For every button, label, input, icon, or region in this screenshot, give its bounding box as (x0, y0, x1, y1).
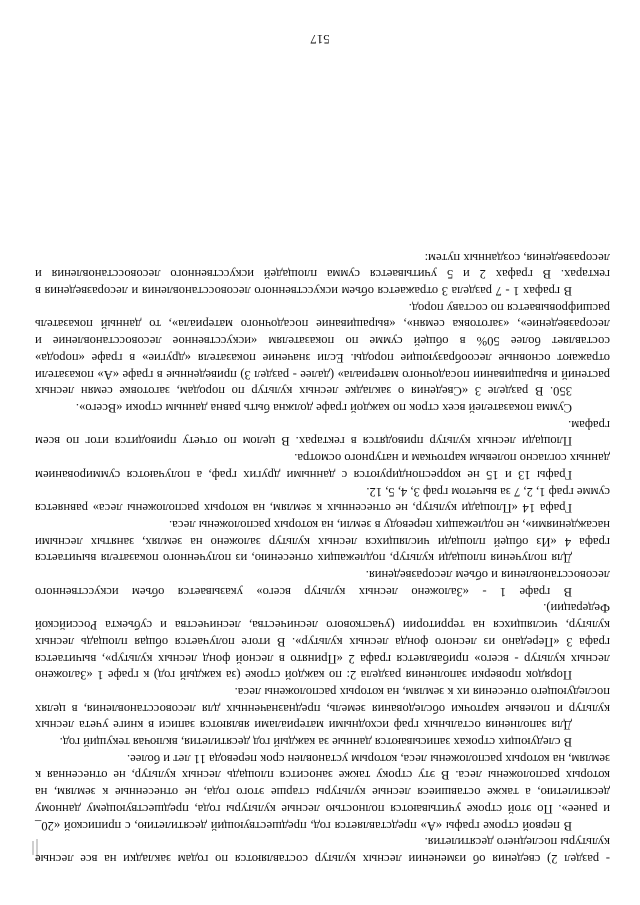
page-body (35, 249, 610, 867)
paragraph-12: 350. В разделе 3 «Сведения о закладке лесных культур по породам, заготовке семян лесных растений и выращивании посадочного материала» (далее - раздел 3) приведенные в графе «А» показатели отражают основные лесообразующие породы. Если значение показателя «другие» в графе «порода» составляет более 50% в общей сумме по показателям «искусственное лесовосстановление и лесоразведение», «заготовка семян», «выращивание посадочного материала», то данный показатель расшифровывается по составу пород. (35, 300, 610, 399)
scan-edge-mark (32, 841, 34, 855)
paragraph-6: В графе 1 - «Заложено лесных культур всего» указывается объем искусственного лесовосстановления и объем лесоразведения. (35, 568, 610, 599)
paragraph-9: Графы 13 и 15 не корреспондируются с данными других граф, а получаются суммированием данных согласно полевым карточкам и натурного осмотра. (35, 451, 610, 482)
paragraph-7: Для получения площади культур, подлежащих отнесению, из полученного показателя вычитается графа 4 «Из общей площади числящихся лесных культур заложено на землях, занятых лесными насаждениями», не подлежащих переводу в земли, на которых расположены леса. (35, 517, 610, 566)
paragraph-11: Сумма показателей всех строк по каждой графе должна быть равна данным строки «Всего». (75, 401, 572, 416)
paragraph-13: В графах 1 - 7 раздела 3 отражается объем искусственного лесовосстановления и лесоразведения в гектарах. В графах 2 и 5 учитывается сумма площадей искусственного лесовосстановления и лесоразведения, созданных путем: (35, 250, 610, 299)
paragraph-4: Для заполнения остальных граф исходными материалами являются записи в книге учета лесных культур и полевые карточки обследования земель, предназначенных для лесовосстановления, в целях последующего отнесения их к землям, на которых расположены леса. (35, 684, 610, 733)
paragraph-2: В первой строке графы «А» представляется год, предшествующий десятилетию, с припиской «20_ и ранее». По этой строке учитываются полностью лесные культуры года, предшествующему данному десятилетию, а также оставшиеся лесные культуры старше этого года, не отнесенные к землям, на которых расположены леса. В эту строку также заносится площадь лесных культур, не отнесенная к землям, на которых расположены леса, которым установлен срок перевода 11 лет и более. (35, 751, 610, 833)
paragraph-1: - раздел 2) сведения об изменении лесных культур составляются по годам закладки на все лесные культуры последнего десятилетия. (35, 835, 610, 866)
paragraph-10: Площади лесных культур приводятся в гектарах. В целом по отчету приводится итог по всем графам. (35, 417, 610, 449)
paragraph-8: Графа 14 «Площади культур, не отнесенных к землям, на которых расположены леса» равняется сумме граф 1, 2, 7 за вычетом граф 3, 4, 5, 12. (35, 484, 610, 516)
paragraph-3: В следующих строках записываются данные за каждый год десятилетия, включая текущий год. (59, 735, 572, 750)
paragraph-5: Порядок проверки заполнения раздела 2: по каждой строке (за каждый год) к графе 1 «Заложено лесных культур - всего» прибавляется графа 2 «Принято в лесной фонд лесных культур», вычитается графа 3 «Передано из лесного фонда лесных культур». В итоге получается общая площадь лесных культур, числящихся на территории (участкового лесничества, лесничества и субъекта Российской Федерации). (35, 601, 610, 683)
page-number: 517 (310, 32, 330, 47)
